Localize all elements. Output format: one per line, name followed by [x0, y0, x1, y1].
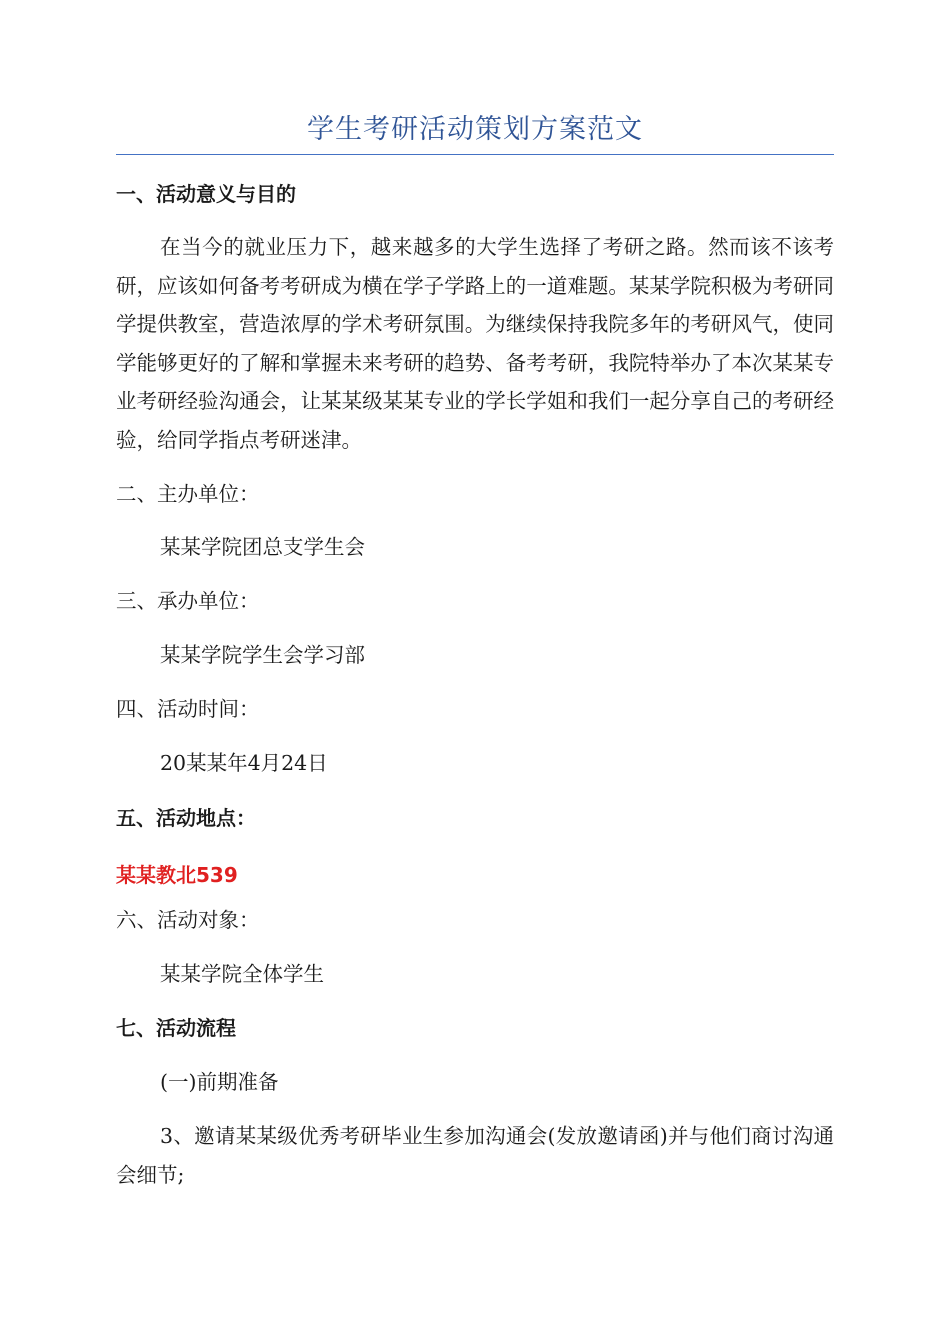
section2-value: 某某学院团总支学生会 — [160, 535, 365, 559]
section4-value: 20某某年4月24日 — [160, 751, 328, 775]
section7-heading: 七、活动流程 — [116, 1016, 236, 1040]
section3-heading: 三、承办单位： — [116, 589, 260, 613]
section5-value: 某某教北539 — [116, 863, 238, 887]
section1-body: 在当今的就业压力下，越来越多的大学生选择了考研之路。然而该不该考研，应该如何备考考研成为横在学子学路上的一道难题。某某学院积极为考研同学提供教室，营造浓厚的学术考研氛围。为继续保持我院多年的考研风气，使同学能够更好的了解和掌握未来考研的趋势、备考考研，我院特举办了本次某某专业考研经验沟通会，让某某级某某专业的学长学姐和我们一起分享自己的考研经验，给同学指点考研迷津。 — [116, 235, 834, 452]
section1-heading: 一、活动意义与目的 — [116, 182, 296, 206]
section3-value: 某某学院学生会学习部 — [160, 643, 365, 667]
document-title: 学生考研活动策划方案范文 — [307, 114, 643, 145]
section5-heading: 五、活动地点： — [116, 806, 256, 830]
title-underline — [116, 154, 834, 155]
section7-item-3: 3、邀请某某级优秀考研毕业生参加沟通会(发放邀请函)并与他们商讨沟通会细节; — [116, 1124, 834, 1187]
section4-heading: 四、活动时间： — [116, 697, 260, 721]
section2-heading: 二、主办单位： — [116, 482, 260, 506]
section6-value: 某某学院全体学生 — [160, 962, 324, 986]
section7-subheading: (一)前期准备 — [160, 1070, 279, 1094]
section6-heading: 六、活动对象： — [116, 908, 260, 932]
